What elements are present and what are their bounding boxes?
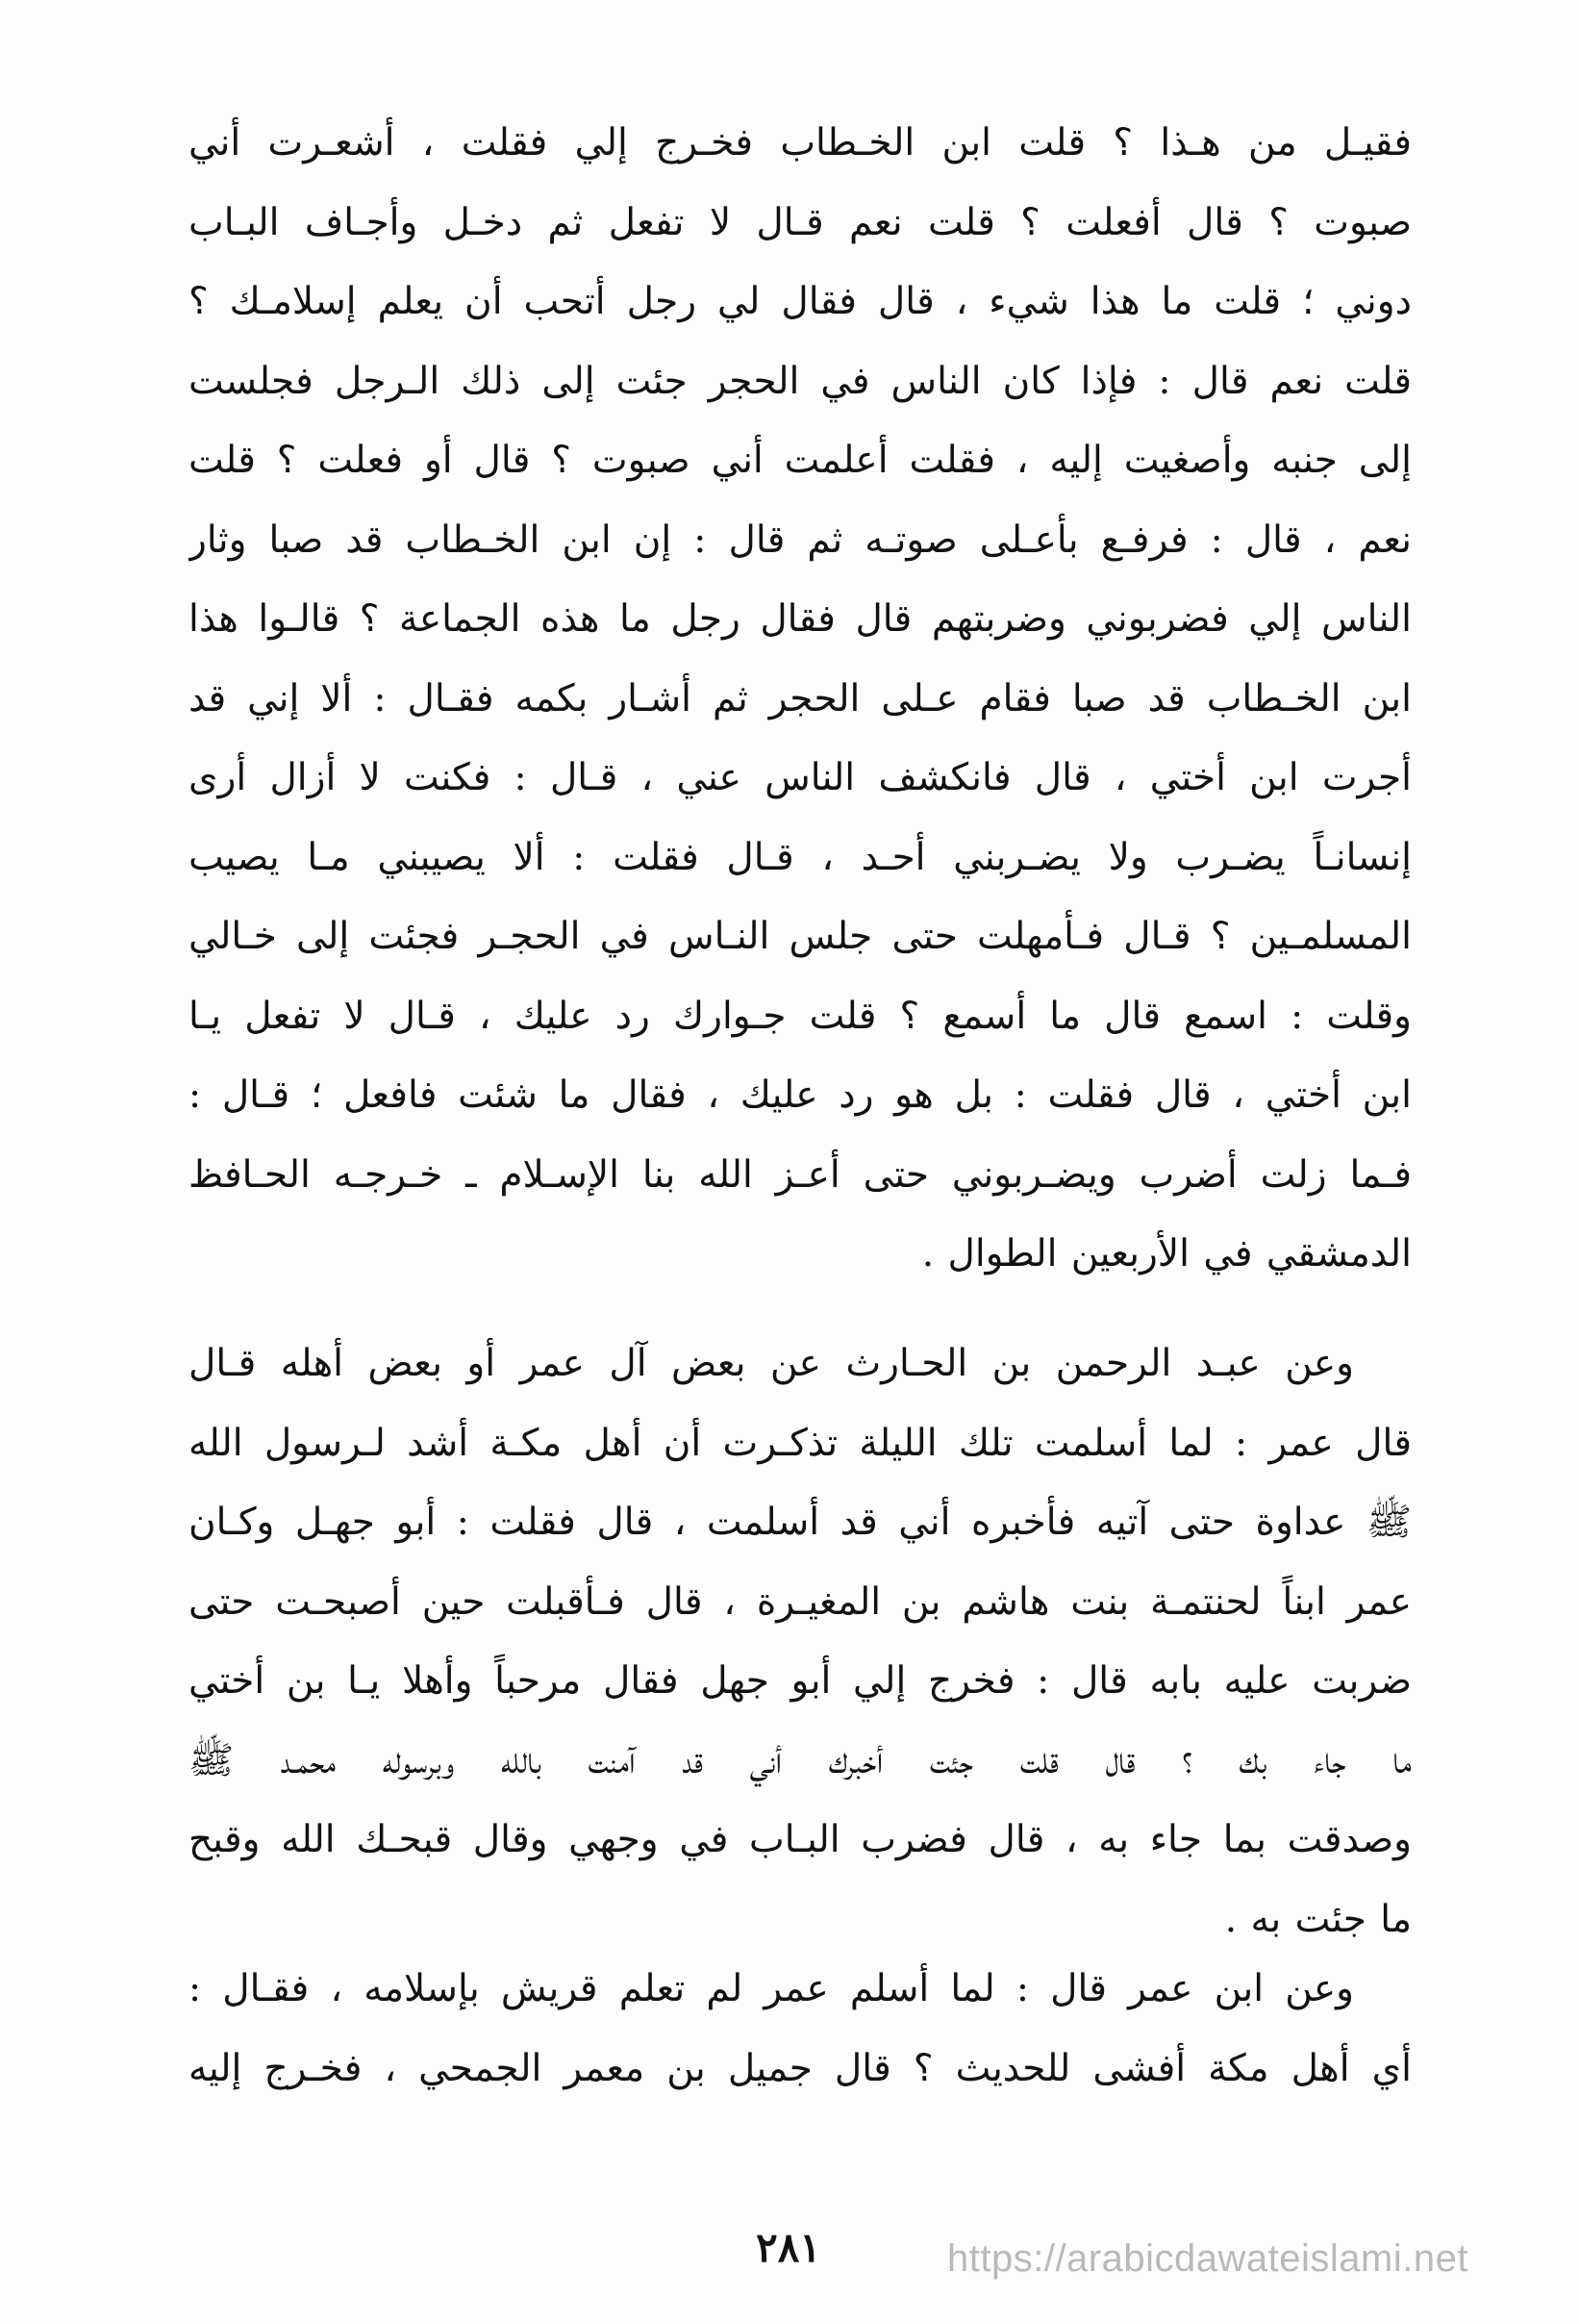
page-number: ٢٨١: [756, 2224, 821, 2271]
text-line: عمر ابناً لحنتمـة بنت هاشم بن المغيـرة ، قال فـأقبلت حين أصبحـت حتى: [188, 1579, 1412, 1624]
text-line: المسلمـين ؟ قـال فـأمهلت حتى جلس النـاس في الحجـر فجئت إلى خـالي: [188, 915, 1412, 958]
text-line: فقيـل من هـذا ؟ قلت ابن الخـطاب فخـرج إلي فقلت ، أشعـرت أني: [188, 121, 1412, 164]
text-line: ابن أختي ، قال فقلت : بل هو رد عليك ، فقال ما شئت فافعل ؛ قـال :: [188, 1074, 1412, 1117]
text-line: قال عمر : لما أسلمت تلك الليلة تذكـرت أن أهل مكـة أشد لـرسول الله: [188, 1421, 1412, 1465]
text-line: وعن عبـد الرحمن بن الحـارث عن بعض آل عمر أو بعض أهله قـال: [188, 1342, 1354, 1385]
text-line: إنسانـاً يضـرب ولا يضـربني أحـد ، قـال فقلت : ألا يصيبني مـا يصيب: [188, 835, 1412, 879]
text-line: قلت نعم قال : فإذا كان الناس في الحجر جئت إلى ذلك الـرجل فجلست: [188, 359, 1412, 403]
paragraph-1: [188, 104, 1412, 1295]
text-line: ما جئت به .: [1224, 1897, 1412, 1941]
text-line: فـما زلت أضرب ويضـربوني حتى أعـز الله بنا الإسـلام ـ خـرجـه الحـافظ: [188, 1152, 1412, 1197]
text-line: أي أهل مكة أفشى للحديث ؟ قال جميل بن معمر الجمحي ، فخـرج إليه: [188, 2046, 1412, 2090]
text-line: ما جاء بك ؟ قال قلت جئت أخبرك أني قد آمنت بالله وبرسوله محمـد ﷺ: [188, 1738, 1412, 1782]
paragraph-2: [188, 1325, 1412, 1959]
paragraph-3: [188, 1950, 1412, 2109]
text-line: دوني ؛ قلت ما هذا شيء ، قال فقال لي رجل أتحب أن يعلم إسلامـك ؟: [188, 280, 1412, 323]
watermark-url: https://arabicdawateislami.net: [947, 2237, 1468, 2280]
text-line: وقلت : اسمع قال ما أسمع ؟ قلت جـوارك رد عليك ، قـال لا تفعل يـا: [188, 994, 1412, 1038]
text-line: صبوت ؟ قال أفعلت ؟ قلت نعم قـال لا تفعل ثم دخـل وأجـاف البـاب: [188, 200, 1412, 244]
text-line: ابن الخـطاب قد صبا فقام عـلى الحجر ثم أشـار بكمه فقـال : ألا إني قد: [188, 676, 1412, 720]
text-line: أجرت ابن أختي ، قال فانكشف الناس عني ، قـال : فكنت لا أزال أرى: [188, 756, 1412, 799]
text-line: ﷺ عداوة حتى آتيه فأخبره أني قد أسلمت ، قال فقلت : أبو جهـل وكـان: [188, 1501, 1412, 1544]
text-line: إلى جنبه وأصغيت إليه ، فقلت أعلمت أني صبوت ؟ قال أو فعلت ؟ قلت: [188, 439, 1412, 482]
text-line: نعم ، قال : فرفـع بأعـلى صوتـه ثم قال : إن ابن الخـطاب قد صبا وثار: [188, 518, 1412, 562]
text-line: وعن ابن عمر قال : لما أسلم عمر لم تعلم قريش بإسلامه ، فقـال :: [188, 1967, 1354, 2010]
text-line: الناس إلي فضربوني وضربتهم قال فقال رجل ما هذه الجماعة ؟ قالـوا هذا: [188, 597, 1412, 641]
text-line: الدمشقي في الأربعين الطوال .: [921, 1232, 1412, 1276]
text-line: وصدقت بما جاء به ، قال فضرب البـاب في وجهي وقال قبحـك الله وقبح: [188, 1818, 1412, 1861]
text-line: ضربت عليه بابه قال : فخرج إلي أبو جهل فقال مرحباً وأهلا يـا بن أختي: [188, 1659, 1412, 1703]
